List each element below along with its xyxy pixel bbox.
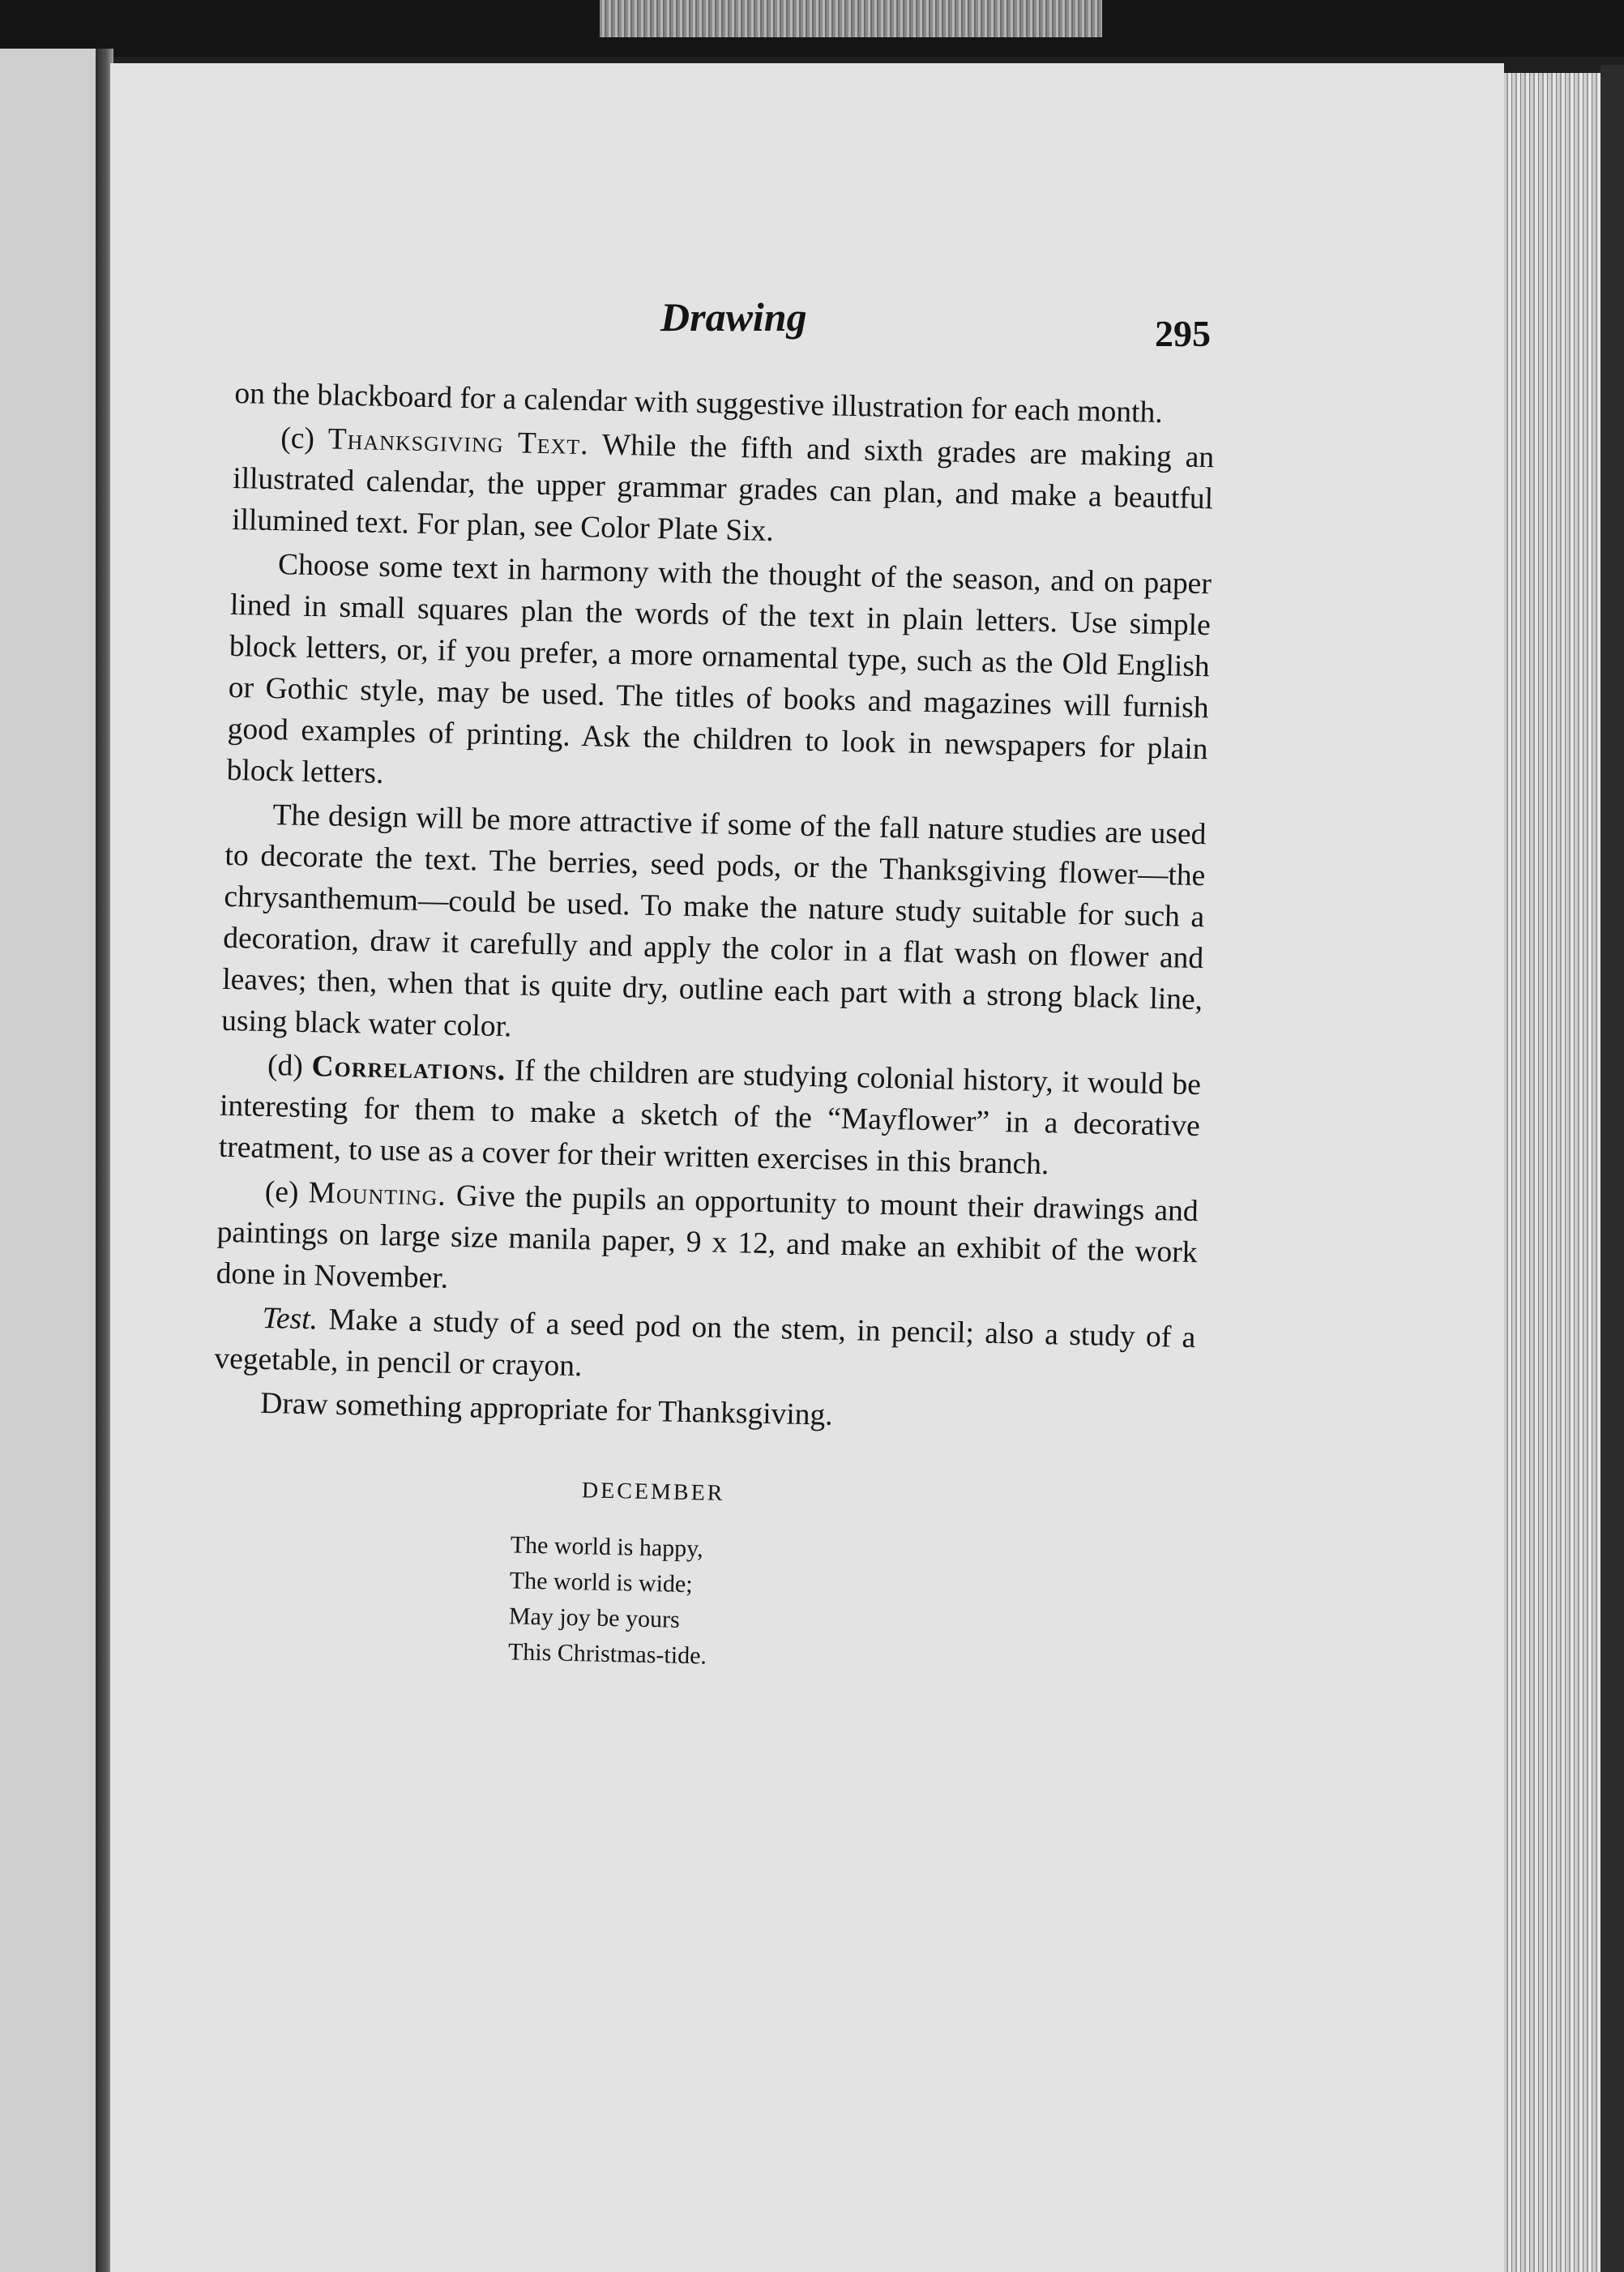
verse-line: This Christmas-tide. [507, 1638, 707, 1670]
running-head: Drawing [660, 294, 807, 340]
stacked-page-edges [1503, 73, 1600, 2272]
body-text [208, 373, 1216, 1684]
paragraph-mounting [216, 1170, 1199, 1315]
item-label: (c) [280, 421, 329, 456]
section-heading: Test. [262, 1301, 318, 1337]
paragraph-body: If the children are studying colonial history, it would be interesting for them to make a sketch of the “Mayflower” in a decorative treatment, to use as a cover for their written exercises in this branch. [218, 1054, 1202, 1182]
paragraph-body: Give the pupils an opportunity to mount their drawings and paintings on large size manila paper, 9 x 12, and make an exhibit of the work done in November. [216, 1179, 1199, 1295]
item-label: (e) [264, 1175, 310, 1210]
paragraph-design: The design will be more attractive if some of the fall nature studies are used to decorate the text. The berries, seed pods, or the Thanksgiving flower—the chrysanthemum—could be used. To make the nature study suitable for such a decoration, draw it carefully and apply the color in a flat wash on flower and leaves; then, when that is quite dry, outline each part with a strong black line, using black water color. [220, 798, 1207, 1044]
item-label: (d) [267, 1049, 312, 1084]
verse-line: The world is wide; [509, 1567, 693, 1598]
verse-line: May joy be yours [508, 1602, 681, 1633]
verse-line: The world is happy, [510, 1531, 704, 1563]
section-heading: Correlations. [311, 1050, 506, 1088]
paragraph-correlations [218, 1044, 1201, 1188]
scan-background-right [1600, 65, 1624, 2272]
paragraph-body: While the fifth and sixth grades are making an illustrated calendar, the upper grammar grades can plan, and make a beautful illumined text. For plan, see Color Plate Six. [231, 428, 1215, 548]
paragraph-draw: Draw something appropriate for Thanksgiving. [259, 1386, 834, 1432]
page-number: 295 [1155, 313, 1211, 354]
section-heading: Thanksgiving Text. [327, 422, 590, 462]
paragraph-continued: on the blackboard for a calendar with suggestive illustration for each month. [234, 376, 1164, 430]
paragraph-choose-text: Choose some text in harmony with the thought of the season, and on paper lined in small squares plan the words of the text in plain letters. Use simple block letters, or, if you prefer, a more ornamental type, such as the Old English or Gothic style, may be used. The titles of books and magazines will furnish good examples of printing. Ask the children to look in newspapers for plain block letters. [226, 548, 1212, 790]
december-verse [508, 1527, 1192, 1684]
book-cloth-binding [600, 0, 1102, 37]
section-heading: Mounting. [308, 1176, 447, 1213]
facing-page-edge [0, 49, 105, 2272]
paragraph-thanksgiving-text [232, 417, 1215, 561]
december-heading: DECEMBER [581, 1478, 725, 1506]
paragraph-body: Make a study of a seed pod on the stem, in pencil; also a study of a vegetable, in pencil or crayon. [214, 1303, 1196, 1384]
